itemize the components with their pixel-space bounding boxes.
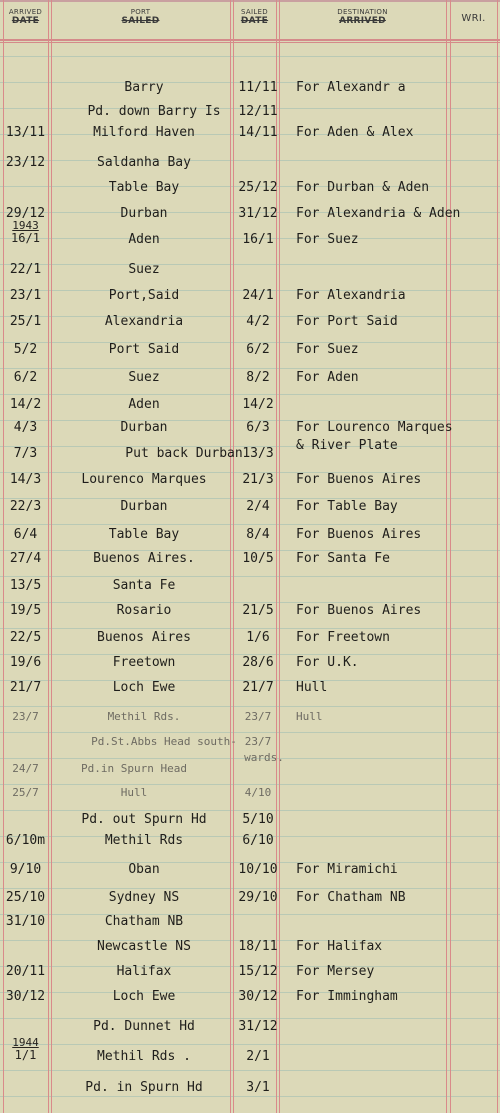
- sailed-cell: 6/2: [246, 342, 270, 357]
- sailed-cell: 6/3: [246, 420, 270, 435]
- destination-cell: Hull: [296, 680, 328, 695]
- header-port-label: PORT: [130, 8, 151, 16]
- destination-cell: For Buenos Aires: [296, 603, 422, 618]
- port-cell: Freetown: [112, 655, 176, 670]
- sailed-cell: 11/11: [238, 80, 278, 95]
- arrived-cell: 25/1: [9, 314, 42, 329]
- arrived-cell: 25/7: [12, 786, 39, 799]
- port-cell: Pd. down Barry Is: [87, 104, 221, 119]
- sailed-cell: 2/1: [246, 1049, 270, 1064]
- arrived-cell: 13/11: [5, 125, 46, 140]
- port-cell: Port Said: [108, 342, 180, 357]
- port-cell: Rosario: [116, 603, 172, 618]
- arrived-cell: 14/2: [9, 397, 42, 412]
- arrived-cell: 9/10: [9, 862, 42, 877]
- header-sailed-label: SAILED: [241, 8, 268, 16]
- destination-cell: For Aden: [296, 370, 359, 385]
- sailed-cell: 8/4: [246, 527, 270, 542]
- column-rule: [230, 0, 231, 1113]
- destination-cell: For Aden & Alex: [296, 125, 414, 140]
- sailed-cell: 13/3: [242, 446, 274, 461]
- arrived-cell: 25/10: [5, 890, 46, 905]
- sailed-cell: 4/2: [246, 314, 270, 329]
- port-cell: Milford Haven: [93, 125, 195, 140]
- header-arrived: [3, 8, 48, 26]
- arrived-date-with-year: [3, 1037, 48, 1062]
- header-arrived-struck: DATE: [11, 16, 40, 26]
- sailed-cell: 23/7: [244, 710, 272, 723]
- sailed-cell: 3/1: [246, 1080, 270, 1095]
- port-cell: Loch Ewe: [112, 989, 176, 1004]
- port-cell: Chatham NB: [104, 914, 184, 929]
- port-cell: Pd.in Spurn Head: [81, 762, 187, 775]
- ruled-line: [0, 732, 500, 733]
- arrived-cell: 13/5: [9, 578, 42, 593]
- destination-cell: For Lourenco Marques: [296, 420, 453, 435]
- port-cell: Buenos Aires.: [93, 551, 195, 566]
- port-cell: Sydney NS: [108, 890, 180, 905]
- destination-cell: For Durban & Aden: [296, 180, 430, 195]
- column-rule: [48, 0, 49, 1113]
- ruled-line: [0, 810, 500, 811]
- sailed-cell: 10/10: [238, 862, 278, 877]
- destination-cell: For Buenos Aires: [296, 527, 422, 542]
- sailed-cell: 28/6: [242, 655, 274, 670]
- destination-cell: For Suez: [296, 232, 359, 247]
- ruled-line: [0, 56, 500, 57]
- sailed-cell: 29/10: [238, 890, 278, 905]
- arrived-cell: 27/4: [9, 551, 42, 566]
- column-rule: [51, 0, 52, 1113]
- header-port-struck: SAILED: [121, 16, 160, 26]
- port-cell: Loch Ewe: [112, 680, 176, 695]
- arrived-cell: 7/3: [13, 446, 38, 461]
- destination-cell: For Table Bay: [296, 499, 398, 514]
- port-cell: Put back Durban: [125, 446, 243, 461]
- arrived-cell: 23/7: [12, 710, 39, 723]
- arrived-cell: 31/10: [5, 914, 46, 929]
- port-cell: Halifax: [116, 964, 172, 979]
- year-marker: 1943: [12, 219, 39, 232]
- port-cell: Methil Rds.: [107, 710, 181, 723]
- port-cell: Aden: [128, 397, 160, 412]
- destination-cell: For Miramichi: [296, 862, 398, 877]
- sailed-cell: 18/11: [238, 939, 278, 954]
- ruled-line: [0, 368, 500, 369]
- arrived-date: 16/1: [11, 231, 40, 245]
- port-cell: Hull: [120, 786, 148, 799]
- destination-cell: For Alexandr a: [296, 80, 406, 95]
- destination-cell: For U.K.: [296, 655, 359, 670]
- header-rule-2: [0, 42, 500, 43]
- sailed-cell: 21/3: [242, 472, 274, 487]
- ruled-line: [0, 576, 500, 577]
- destination-cell: For Santa Fe: [296, 551, 390, 566]
- sailed-cell: 6/10: [242, 833, 274, 848]
- port-cell: Buenos Aires: [97, 630, 191, 645]
- arrived-cell: 6/2: [13, 370, 38, 385]
- port-cell: Lourenco Marques: [81, 472, 207, 487]
- destination-cell: For Buenos Aires: [296, 472, 422, 487]
- port-cell: Alexandria: [104, 314, 184, 329]
- arrived-cell: 21/7: [9, 680, 42, 695]
- header-sailed: [233, 8, 276, 26]
- arrived-cell: 22/1: [9, 262, 42, 277]
- sailed-cell: 15/12: [238, 964, 278, 979]
- destination-cell: & River Plate: [296, 438, 398, 453]
- destination-cell: For Alexandria & Aden: [296, 206, 461, 221]
- ruled-line: [0, 888, 500, 889]
- sailed-cell: 31/12: [238, 206, 278, 221]
- port-cell: Oban: [128, 862, 160, 877]
- sailed-cell: 31/12: [238, 1019, 278, 1034]
- destination-cell: For Immingham: [296, 989, 398, 1004]
- ruled-line: [0, 1044, 500, 1045]
- port-cell: wards.: [244, 751, 284, 764]
- sailed-cell: 16/1: [242, 232, 274, 247]
- sailed-cell: 10/5: [242, 551, 274, 566]
- arrived-cell: 6/4: [13, 527, 38, 542]
- sailed-cell: 21/7: [242, 680, 274, 695]
- arrived-date-with-year: [3, 220, 48, 245]
- port-cell: Pd. in Spurn Hd: [85, 1080, 203, 1095]
- arrived-cell: 4/3: [13, 420, 38, 435]
- port-cell: Port,Said: [108, 288, 180, 303]
- ruled-line: [0, 628, 500, 629]
- port-cell: Suez: [128, 370, 160, 385]
- arrived-cell: 30/12: [5, 989, 46, 1004]
- port-cell: Aden: [128, 232, 160, 247]
- port-cell: Methil Rds: [104, 833, 184, 848]
- ruled-line: [0, 394, 500, 395]
- header-sailed-struck: DATE: [240, 16, 269, 26]
- sailed-cell: 2/4: [246, 499, 270, 514]
- ruled-line: [0, 1070, 500, 1071]
- header-destination-label: DESTINATION: [337, 8, 388, 16]
- port-cell: Table Bay: [108, 180, 180, 195]
- port-cell: Santa Fe: [112, 578, 176, 593]
- port-cell: Durban: [120, 499, 168, 514]
- port-cell: Pd. out Spurn Hd: [81, 812, 207, 827]
- destination-cell: For Suez: [296, 342, 359, 357]
- port-cell: Durban: [120, 206, 168, 221]
- sailed-cell: 21/5: [242, 603, 274, 618]
- arrived-cell: 14/3: [9, 472, 42, 487]
- sailed-cell: 5/10: [242, 812, 274, 827]
- destination-cell: For Chatham NB: [296, 890, 406, 905]
- arrived-cell: 23/1: [9, 288, 42, 303]
- ruled-line: [0, 706, 500, 707]
- sailed-cell: 14/11: [238, 125, 278, 140]
- year-marker: 1944: [12, 1036, 39, 1049]
- sailed-cell: 14/2: [242, 397, 274, 412]
- arrived-cell: 29/12: [5, 206, 46, 221]
- port-cell: Barry: [124, 80, 164, 95]
- sailed-cell: 8/2: [246, 370, 270, 385]
- destination-cell: For Mersey: [296, 964, 375, 979]
- header-wri: WRI.: [461, 13, 486, 24]
- destination-cell: For Halifax: [296, 939, 383, 954]
- header-destination: [279, 8, 446, 26]
- column-rule: [497, 0, 498, 1113]
- header-destination-struck: ARRIVED: [339, 16, 386, 26]
- sailed-cell: 25/12: [238, 180, 278, 195]
- arrived-cell: 23/12: [5, 155, 46, 170]
- destination-cell: For Freetown: [296, 630, 390, 645]
- arrived-cell: 19/6: [9, 655, 42, 670]
- port-cell: Suez: [128, 262, 160, 277]
- arrived-cell: 20/11: [5, 964, 46, 979]
- arrived-date: 1/1: [14, 1048, 37, 1062]
- port-cell: Newcastle NS: [97, 939, 191, 954]
- sailed-cell: 1/6: [246, 630, 270, 645]
- arrived-cell: 19/5: [9, 603, 42, 618]
- port-cell: Pd. Dunnet Hd: [93, 1019, 195, 1034]
- sailed-cell: 4/10: [244, 786, 272, 799]
- sailed-cell: 30/12: [238, 989, 278, 1004]
- arrived-cell: 24/7: [12, 762, 39, 775]
- destination-cell: For Alexandria: [296, 288, 406, 303]
- destination-cell: Hull: [296, 710, 323, 723]
- arrived-cell: 22/3: [9, 499, 42, 514]
- arrived-cell: 6/10m: [5, 833, 46, 848]
- header-rule: [0, 39, 500, 41]
- arrived-cell: 22/5: [9, 630, 42, 645]
- header-arrived-label: ARRIVED: [8, 8, 43, 16]
- destination-cell: For Port Said: [296, 314, 398, 329]
- port-cell: Durban: [120, 420, 168, 435]
- ruled-line: [0, 1096, 500, 1097]
- port-cell: Saldanha Bay: [97, 155, 191, 170]
- arrived-cell: 5/2: [13, 342, 38, 357]
- sailed-cell: 23/7: [244, 735, 272, 748]
- ruled-line: [0, 524, 500, 525]
- top-rule: [0, 0, 500, 2]
- sailed-cell: 12/11: [238, 104, 278, 119]
- port-cell: Pd.St.Abbs Head south-: [91, 735, 237, 748]
- sailed-cell: 24/1: [242, 288, 274, 303]
- header-port: [51, 8, 230, 26]
- port-cell: Methil Rds .: [97, 1049, 191, 1064]
- port-cell: Table Bay: [108, 527, 180, 542]
